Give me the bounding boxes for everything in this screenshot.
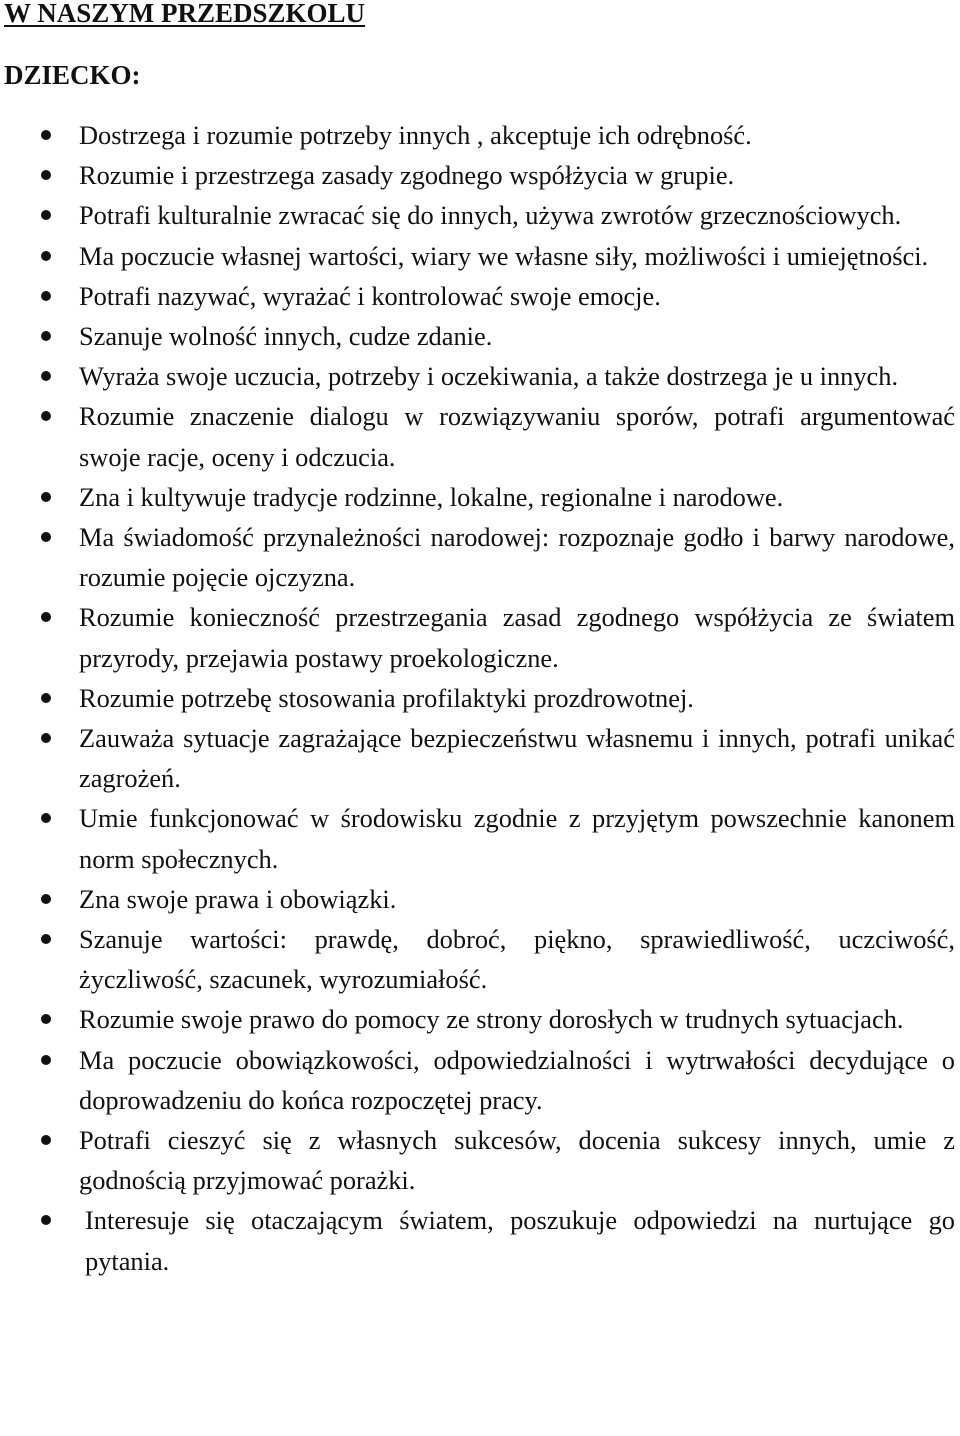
list-item-text: Potrafi nazywać, wyrażać i kontrolować swoje emocje.: [79, 280, 661, 311]
list-item: [0, 798, 955, 878]
list-item: [0, 477, 955, 517]
page-title: W NASZYM PRZEDSZKOLU: [4, 0, 366, 28]
list-item-text: Szanuje wolność innych, cudze zdanie.: [79, 321, 493, 352]
bullet-icon: [41, 934, 51, 944]
list-item-text: Umie funkcjonować w środowisku zgodnie z przyjętym powszechnie kanonem norm społecznych.: [79, 803, 955, 874]
bullet-icon: [41, 1014, 51, 1024]
list-item-text: Ma świadomość przynależności narodowej: rozpoznaje godło i barwy narodowe, rozumie pojęcie ojczyzna.: [79, 522, 955, 593]
list-item: [0, 879, 955, 919]
list-item: [0, 678, 955, 718]
skills-list: [0, 115, 960, 1281]
list-item: [0, 115, 955, 155]
bullet-icon: [41, 733, 51, 743]
list-item: [0, 999, 955, 1039]
list-item-text: Zauważa sytuacje zagrażające bezpieczeństwu własnemu i innych, potrafi unikać zagrożeń.: [79, 723, 955, 794]
list-item: [0, 1120, 955, 1200]
bullet-icon: [41, 291, 51, 301]
list-item: [0, 1200, 955, 1280]
list-item-text: Rozumie i przestrzega zasady zgodnego współżycia w grupie.: [79, 160, 735, 191]
list-item-text: Wyraża swoje uczucia, potrzeby i oczekiwania, a także dostrzega je u innych.: [79, 361, 899, 392]
section-heading: DZIECKO:: [4, 60, 141, 90]
list-item-text: Rozumie potrzebę stosowania profilaktyki prozdrowotnej.: [79, 682, 694, 713]
bullet-icon: [41, 371, 51, 381]
bullet-icon: [41, 612, 51, 622]
list-item: [0, 597, 955, 677]
bullet-icon: [41, 331, 51, 341]
list-item: [0, 396, 955, 476]
list-item: [0, 276, 955, 316]
list-item-text: Rozumie znaczenie dialogu w rozwiązywaniu sporów, potrafi argumentować swoje racje, oceny i odczucia.: [79, 401, 955, 472]
list-item-text: Ma poczucie obowiązkowości, odpowiedzialności i wytrwałości decydujące o doprowadzeniu do końca rozpoczętej pracy.: [79, 1044, 955, 1115]
list-item: [0, 718, 955, 798]
bullet-icon: [41, 170, 51, 180]
bullet-icon: [41, 1055, 51, 1065]
list-item-text: Interesuje się otaczającym światem, poszukuje odpowiedzi na nurtujące go pytania.: [85, 1205, 955, 1276]
list-item-text: Zna swoje prawa i obowiązki.: [79, 883, 397, 914]
list-item: [0, 195, 955, 235]
list-item: [0, 356, 955, 396]
list-item-text: Rozumie swoje prawo do pomocy ze strony dorosłych w trudnych sytuacjach.: [79, 1004, 904, 1035]
bullet-icon: [41, 130, 51, 140]
list-item-text: Potrafi cieszyć się z własnych sukcesów, docenia sukcesy innych, umie z godnością przyjmować porażki.: [79, 1125, 955, 1196]
bullet-icon: [41, 532, 51, 542]
list-item-text: Szanuje wartości: prawdę, dobroć, piękno, sprawiedliwość, uczciwość, życzliwość, szacunek, wyrozumiałość.: [79, 924, 955, 995]
list-item-text: Rozumie konieczność przestrzegania zasad zgodnego współżycia ze światem przyrody, przejawia postawy proekologiczne.: [79, 602, 955, 673]
list-item: [0, 316, 955, 356]
list-item: [0, 919, 955, 999]
bullet-icon: [41, 813, 51, 823]
bullet-icon: [41, 1135, 51, 1145]
bullet-icon: [41, 251, 51, 261]
list-item-text: Ma poczucie własnej wartości, wiary we własne siły, możliwości i umiejętności.: [79, 240, 929, 271]
bullet-icon: [41, 1215, 51, 1225]
list-item-text: Zna i kultywuje tradycje rodzinne, lokalne, regionalne i narodowe.: [79, 481, 784, 512]
bullet-icon: [41, 411, 51, 421]
list-item-text: Dostrzega i rozumie potrzeby innych , akceptuje ich odrębność.: [79, 120, 752, 150]
list-item-text: Potrafi kulturalnie zwracać się do innych, używa zwrotów grzecznościowych.: [79, 200, 902, 231]
bullet-icon: [41, 693, 51, 703]
list-item: [0, 517, 955, 597]
list-item: [0, 155, 955, 195]
bullet-icon: [41, 492, 51, 502]
list-item: [0, 1040, 955, 1120]
bullet-icon: [41, 894, 51, 904]
list-item: [0, 236, 955, 276]
bullet-icon: [41, 210, 51, 220]
